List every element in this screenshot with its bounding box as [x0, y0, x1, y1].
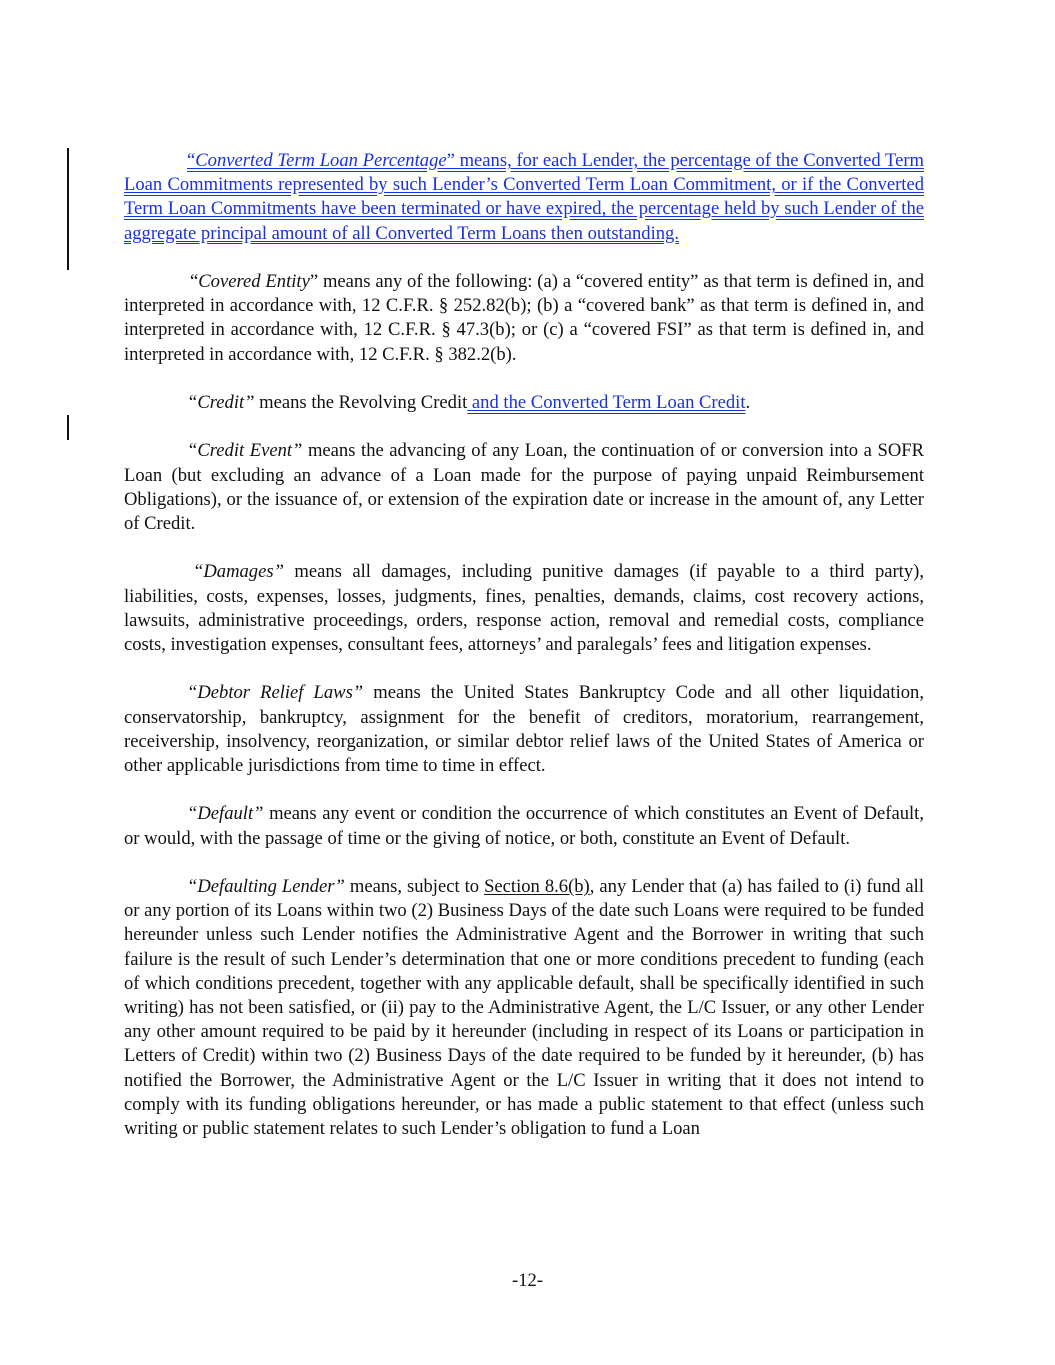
definition-credit: [124, 391, 924, 415]
defined-term: “Damages”: [193, 561, 284, 583]
change-bar-credit: [67, 415, 69, 440]
change-bar-converted-term-loan: [67, 148, 69, 270]
document-page: [124, 149, 924, 1165]
definition-body: means the United States Bankruptcy Code and all other liquidation, conservatorship, bankruptcy, assignment for the benefit of creditors, moratorium, rearrangement, receivership, insolvency, reorganization, or similar debtor relief laws of the United States of America or other applicable jurisdictions from time to time in effect.: [124, 682, 924, 776]
definition-body: means the advancing of any Loan, the continuation of or conversion into a SOFR Loan (but excluding an advance of a Loan made for the purpose of paying unpaid Reimbursement Obligations), or the issuance of, or extension of the expiration date or increase in the amount of, any Letter of Credit.: [124, 440, 924, 534]
defined-term: “Default”: [187, 803, 264, 825]
definition-credit-event: [124, 439, 924, 536]
defined-term: Covered Entity: [198, 271, 310, 292]
definition-body: means all damages, including punitive damages (if payable to a third party), liabilities, costs, expenses, losses, judgments, fines, penalties, demands, claims, cost recovery actions, lawsuits, administrative proceedings, orders, response action, removal and remedial costs, compliance costs, investigation expenses, consultant fees, attorneys’ and paralegals’ fees and litigation expenses.: [124, 561, 924, 655]
open-quote: “: [190, 271, 199, 292]
inserted-text: and the Converted Term Loan Credit: [467, 392, 746, 413]
defined-term: “Debtor Relief Laws”: [187, 682, 364, 704]
section-reference-link[interactable]: Section 8.6(b): [484, 875, 590, 897]
definition-body-continued: , any Lender that (a) has failed to (i) fund all or any portion of its Loans within two (2) Business Days of the date such Loans were required to be funded hereunder unless such Lender notifies the Administrative Agent and the Borrower in writing that such failure is the result of such Lender’s determination that one or more conditions precedent to funding (each of which conditions precedent, together with any applicable default, shall be specifically identified in such writing) has not been satisfied, or (ii) pay to the Administrative Agent, the L/C Issuer, or any other Lender any other amount required to be paid by it hereunder (including in respect of its Loans or participation in Letters of Credit) within two (2) Business Days of the date required to be funded by it hereunder, (b) has notified the Borrower, the Administrative Agent or the L/C Issuer in writing that it does not intend to comply with its funding obligations hereunder, or has made a public statement to that effect (unless such writing or public statement relates to such Lender’s obligation to fund a Loan: [124, 875, 925, 1140]
definition-debtor-relief-laws: [124, 681, 924, 778]
inserted-definition-text: [124, 150, 924, 244]
definition-damages: [124, 560, 924, 657]
definition-covered-entity: [124, 270, 924, 367]
definition-body: ” means any of the following: (a) a “covered entity” as that term is defined in, and interpreted in accordance with, 12 C.F.R. § 252.82(b); (b) a “covered bank” as that term is defined in, and interpreted in accordance with, 12 C.F.R. § 47.3(b); or (c) a “covered FSI” as that term is defined in, and interpreted in accordance with, 12 C.F.R. § 382.2(b).: [124, 271, 924, 365]
definition-body: means any event or condition the occurrence of which constitutes an Event of Default, or would, with the passage of time or the giving of notice, or both, constitute an Event of Default.: [124, 803, 924, 849]
defined-term: Converted Term Loan Percentage: [195, 150, 447, 171]
defined-term: “Credit”: [187, 392, 255, 413]
definition-default: [124, 802, 924, 850]
definition-converted-term-loan-percentage: [124, 149, 924, 246]
definition-body: means the Revolving Credit: [254, 392, 468, 413]
defined-term: “Defaulting Lender”: [187, 875, 345, 897]
definition-body: ” means, for each Lender, the percentage of the Converted Term Loan Commitments represented by such Lender’s Converted Term Loan Commitment, or if the Converted Term Loan Commitments have been terminated or have expired, the percentage held by such Lender of the aggregate principal amount of all Converted Term Loans then outstanding.: [124, 150, 924, 244]
definition-body: means, subject to: [344, 875, 485, 897]
page-number: -12-: [512, 1270, 543, 1291]
open-quote: “: [187, 150, 196, 171]
definition-end: .: [745, 392, 751, 413]
defined-term: “Credit Event”: [187, 440, 303, 462]
definition-defaulting-lender: [124, 875, 924, 1141]
